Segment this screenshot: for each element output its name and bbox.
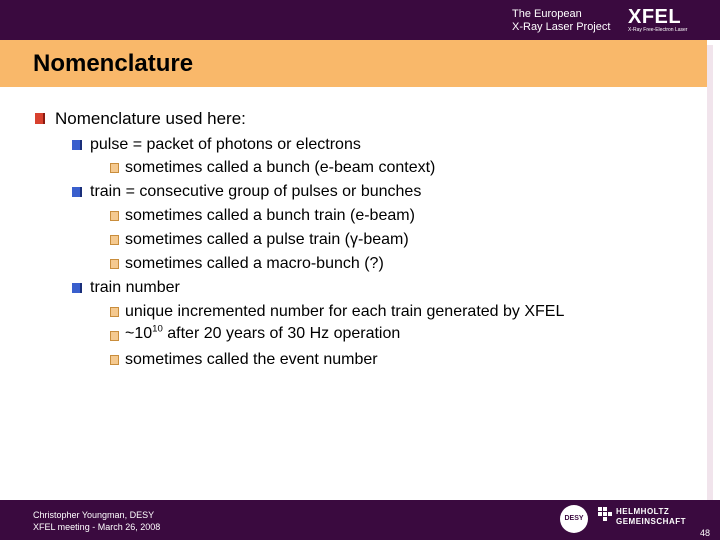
- bullet-marker-level1: [35, 113, 45, 124]
- helmholtz-line-1: HELMHOLTZ: [616, 507, 670, 516]
- helmholtz-text: [616, 507, 686, 527]
- count-suffix: after 20 years of 30 Hz operation: [162, 325, 401, 342]
- bullet-marker-level3: [110, 235, 119, 245]
- org-name: [512, 8, 622, 34]
- bullet-level1: Nomenclature used here:: [55, 109, 246, 128]
- footer-event: XFEL meeting - March 26, 2008: [33, 522, 161, 532]
- title-bar-shadow: [707, 45, 713, 500]
- bullet-marker-level3: [110, 307, 119, 317]
- bullet-train-number: train number: [90, 279, 180, 296]
- bullet-train-macro: sometimes called a macro-bunch (?): [125, 255, 384, 272]
- bullet-marker-level3: [110, 211, 119, 221]
- bullet-marker-level3: [110, 259, 119, 269]
- footer-author: Christopher Youngman, DESY: [33, 510, 155, 520]
- bullet-train-pulse: sometimes called a pulse train (γ-beam): [125, 231, 409, 248]
- count-exponent: 10: [152, 323, 163, 335]
- org-line-1: The European: [512, 8, 582, 20]
- footer-credits: [33, 509, 160, 533]
- org-line-2: X-Ray Laser Project: [512, 21, 611, 33]
- desy-logo: DESY: [560, 505, 588, 533]
- count-prefix: ~10: [125, 325, 153, 342]
- bullet-marker-level2: [72, 187, 82, 197]
- helmholtz-logo: [598, 507, 708, 527]
- bullet-marker-level3: [110, 331, 119, 341]
- bullet-marker-level3: [110, 163, 119, 173]
- bullet-marker-level2: [72, 283, 82, 293]
- page-number: 48: [700, 528, 711, 538]
- bullet-train-bunch: sometimes called a bunch train (e-beam): [125, 207, 415, 224]
- bullet-marker-level3: [110, 355, 119, 365]
- slide-title: Nomenclature: [33, 50, 194, 77]
- bullet-train-number-event: sometimes called the event number: [125, 351, 378, 368]
- bullet-pulse: pulse = packet of photons or electrons: [90, 136, 361, 153]
- xfel-logo-subtitle: X-Ray Free-Electron Laser: [628, 27, 688, 33]
- bullet-pulse-bunch: sometimes called a bunch (e-beam context): [125, 159, 436, 176]
- helmholtz-icon: [598, 507, 612, 521]
- helmholtz-line-2: GEMEINSCHAFT: [616, 517, 686, 526]
- bullet-marker-level2: [72, 140, 82, 150]
- xfel-logo-text: XFEL: [628, 6, 682, 28]
- bullet-train: train = consecutive group of pulses or bunches: [90, 183, 422, 200]
- bullet-train-number-unique: unique incremented number for each train generated by XFEL: [125, 303, 565, 320]
- xfel-logo: [628, 7, 714, 33]
- bullet-train-number-count: [125, 325, 400, 343]
